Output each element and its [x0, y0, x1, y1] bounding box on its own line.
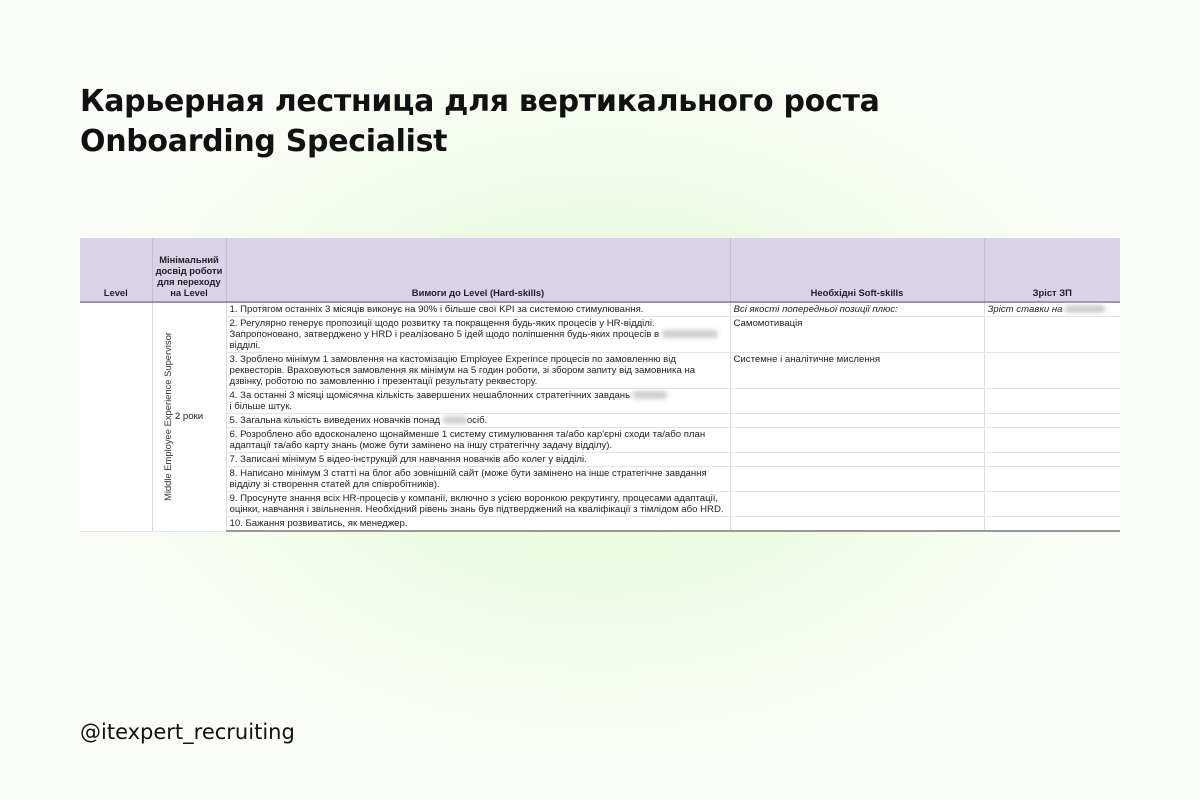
table-row: [80, 302, 1120, 317]
soft-skill-9: [730, 492, 984, 517]
level-name: Middle Employee Experience Supervisor: [161, 331, 173, 501]
page-title: [80, 82, 880, 162]
redacted-value: [633, 391, 667, 399]
redacted-value: [443, 416, 467, 424]
salary-text: Зріст ставки на: [987, 304, 1063, 315]
career-ladder-table: [80, 238, 1120, 532]
title-line-1: Карьерная лестница для вертикального роста: [80, 84, 880, 119]
header-soft-skills: Необхідні Soft-skills: [730, 238, 984, 302]
header-experience: Мінімальний досвід роботи для переходу на Level: [152, 238, 226, 302]
hard-skill-5-text-b: осіб.: [466, 415, 488, 426]
hard-skill-2-text-b: відділі.: [229, 340, 261, 351]
level-cell: [80, 302, 173, 531]
table-row: [80, 317, 1120, 353]
soft-skill-5: [730, 414, 984, 428]
hard-skill-3: 3. Зроблено мінімум 1 замовлення на кастомізацію Employee Experince процесів по замовленню від реквесторів. Враховуються замовлення як мінімум на 5 годин роботи, зі збором запиту від замовника на дзвінку, роботою по замовленню і презентації результату реквестору.: [226, 353, 730, 389]
table-row: [80, 414, 1120, 428]
salary-cell-9: [984, 492, 1120, 517]
hard-skill-7: 7. Записані мінімум 5 відео-інструкцій для навчання новачків або колег у відділі.: [226, 453, 730, 467]
salary-cell-3: [984, 353, 1120, 389]
soft-skill-10: [730, 517, 984, 532]
hard-skill-5-text-a: 5. Загальна кількість виведених новачків понад: [229, 415, 441, 426]
table-row: [80, 453, 1120, 467]
redacted-value: [662, 330, 718, 338]
header-hard-skills: Вимоги до Level (Hard-skills): [226, 238, 730, 302]
salary-cell-2: [984, 317, 1120, 353]
table-row: [80, 467, 1120, 492]
hard-skill-8: 8. Написано мінімум 3 статті на блог або зовнішній сайт (може бути замінено на інше стратегічне завдання відділу зі створення статей для співробітників).: [226, 467, 730, 492]
table-row: [80, 517, 1120, 532]
table-header-row: [80, 238, 1120, 302]
salary-cell-4: [984, 389, 1120, 414]
salary-cell-1: [984, 302, 1120, 317]
table-row: [80, 428, 1120, 453]
hard-skill-4-text-b: і більше штук.: [229, 401, 293, 412]
salary-cell-5: [984, 414, 1120, 428]
table-row: [80, 353, 1120, 389]
hard-skill-1: 1. Протягом останніх 3 місяців виконує на 90% і більше свої KPI за системою стимулювання.: [226, 302, 730, 317]
hard-skill-10: 10. Бажання розвиватись, як менеджер.: [226, 517, 730, 532]
redacted-value: [1065, 305, 1105, 313]
hard-skill-6: 6. Розроблено або вдосконалено щонайменше 1 систему стимулювання та/або кар'єрні сходи та/або план адаптації та/або карту знань (може бути замінено на іншу стратегічну задачу відділу).: [226, 428, 730, 453]
soft-skill-7: [730, 453, 984, 467]
salary-cell-7: [984, 453, 1120, 467]
salary-cell-10: [984, 517, 1120, 532]
table-row: [80, 389, 1120, 414]
soft-skill-3: Системне і аналітичне мислення: [730, 353, 984, 389]
soft-skill-1: Всі якості попередньої позиції плюс:: [730, 302, 984, 317]
table-row: [80, 492, 1120, 517]
header-salary: Зріст ЗП: [984, 238, 1120, 302]
header-level: Level: [80, 238, 152, 302]
hard-skill-2: [226, 317, 730, 353]
soft-skill-2: Самомотивація: [730, 317, 984, 353]
hard-skill-2-text-a: 2. Регулярно генерує пропозиції щодо розвитку та покращення будь-яких процесів у HR-відділі. Запропоновано, затверджено у HRD і реалізовано 5 ідей щодо поліпшення будь-яких процесів в: [229, 318, 660, 340]
experience-cell: 2 роки: [152, 302, 226, 531]
soft-skill-4: [730, 389, 984, 414]
soft-skill-8: [730, 467, 984, 492]
salary-cell-8: [984, 467, 1120, 492]
soft-skill-6: [730, 428, 984, 453]
title-line-2: Onboarding Specialist: [80, 124, 448, 159]
social-handle: @itexpert_recruiting: [80, 720, 295, 744]
hard-skill-5: [226, 414, 730, 428]
hard-skill-9: 9. Просунуте знання всіх HR-процесів у компанії, включно з усією воронкою рекрутингу, процесами адаптації, оцінки, навчання і звільнення. Необхідний рівень знань був підтверджений на кваліфікації з тімлідом або HRD.: [226, 492, 730, 517]
hard-skill-4-text-a: 4. За останні 3 місяці щомісячна кількість завершених нешаблонних стратегічних завдань: [229, 390, 631, 401]
salary-cell-6: [984, 428, 1120, 453]
hard-skill-4: [226, 389, 730, 414]
